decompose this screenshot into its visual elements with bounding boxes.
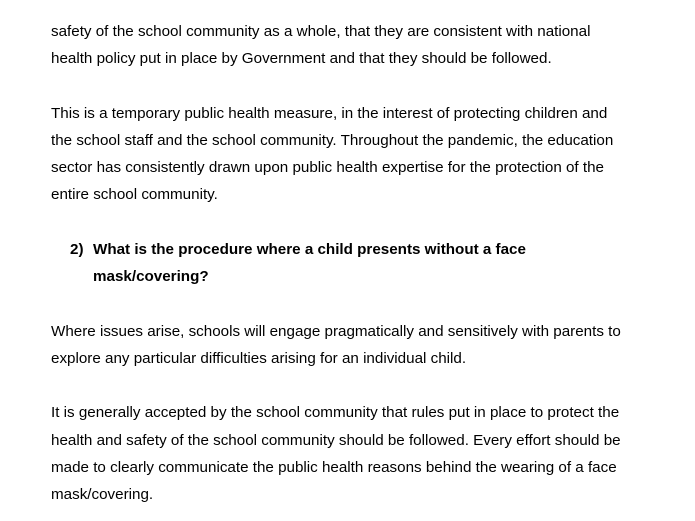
text-line: safety of the school community as a whole, that they are consistent with national (51, 23, 591, 40)
text-line: entire school community. (51, 186, 218, 204)
text-line: sector has consistently drawn upon public health expertise for the protection of the (51, 159, 604, 176)
question-text-line: What is the procedure where a child presents without a face (93, 240, 526, 258)
text-line: mask/covering. (51, 485, 154, 503)
paragraph-spacer (51, 208, 671, 235)
text-line: This is a temporary public health measure, in the interest of protecting children and (51, 104, 608, 122)
paragraph-issues-arise (51, 318, 671, 372)
question-number: 2) (70, 240, 84, 258)
text-line: health and safety of the school community should be followed. Every effort should be (51, 431, 621, 449)
text-line: explore any particular difficulties arising for an individual child. (51, 349, 467, 367)
question-text-line: mask/covering? (93, 268, 209, 286)
text-line: made to clearly communicate the public health reasons behind the wearing of a face (51, 458, 617, 476)
paragraph-spacer (51, 372, 671, 399)
paragraph-spacer (51, 291, 671, 318)
paragraph-generally-accepted (51, 399, 671, 508)
text-line: Where issues arise, schools will engage pragmatically and sensitively with parents to (51, 322, 621, 340)
document-page (51, 18, 671, 508)
question-heading (51, 236, 671, 291)
paragraph-safety-policy (51, 18, 671, 72)
text-line: the school staff and the school community. Throughout the pandemic, the education (51, 131, 614, 149)
text-line: health policy put in place by Government and that they should be followed. (51, 50, 552, 68)
paragraph-spacer (51, 72, 671, 99)
paragraph-temporary-measure (51, 100, 671, 209)
text-line: It is generally accepted by the school community that rules put in place to protect the (51, 404, 620, 422)
